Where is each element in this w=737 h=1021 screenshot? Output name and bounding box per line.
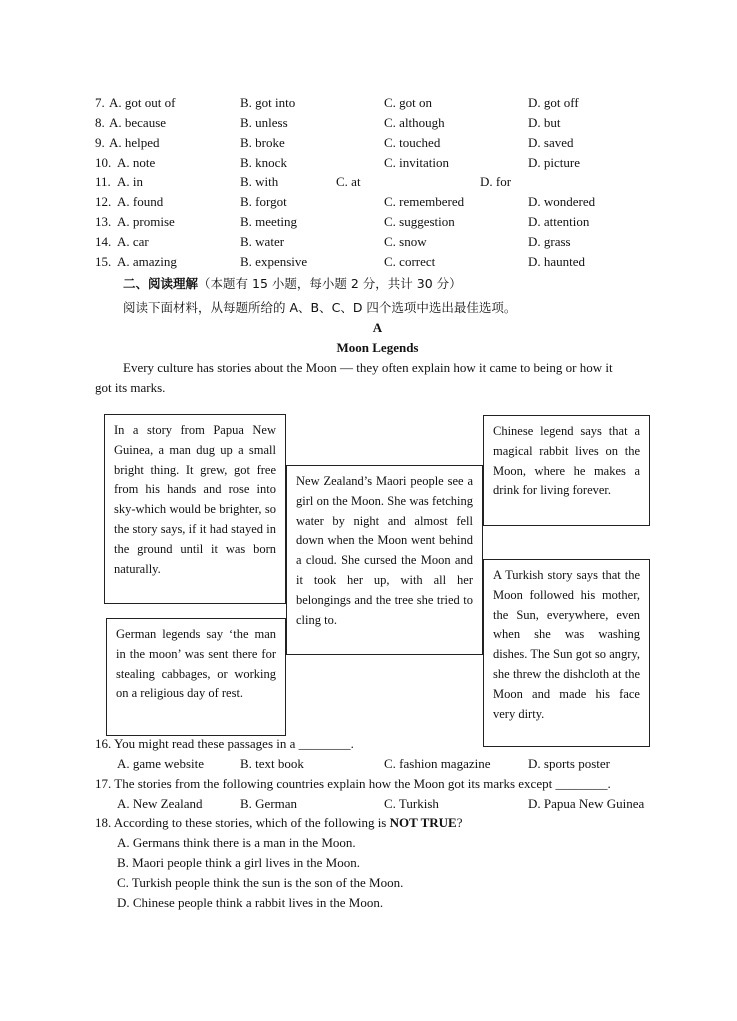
option-a: A. in: [117, 174, 143, 189]
question-number: 7.: [95, 95, 105, 110]
question-number: 10.: [95, 155, 112, 170]
option-a: A. helped: [109, 135, 160, 150]
option-c: C. although: [384, 115, 445, 130]
question-row-7: [0, 93, 737, 113]
option-b: B. German: [240, 796, 298, 811]
option-b: B. with: [240, 174, 279, 189]
option-c: C. suggestion: [384, 214, 455, 229]
legend-box-new-zealand: New Zealand’s Maori people see a girl on the Moon. She was fetching water by night and almost fell down when the Moon went behind a cloud. She cursed the Moon and it took her up, with all her belongings and the tree she tried to cling to.: [286, 465, 483, 655]
option-b: B. got into: [240, 95, 296, 110]
option-a: A. promise: [117, 214, 175, 229]
option-c: C. snow: [384, 234, 427, 249]
question-17-options: [0, 794, 737, 814]
option-b: B. water: [240, 234, 285, 249]
question-number: 11.: [95, 174, 111, 189]
question-row-15: [0, 252, 737, 272]
question-number: 13.: [95, 214, 112, 229]
option-c: C. touched: [384, 135, 441, 150]
question-17-stem: 17. The stories from the following countries explain how the Moon got its marks except ________.: [95, 776, 611, 791]
option-a: A. because: [109, 115, 167, 130]
option-b: B. broke: [240, 135, 285, 150]
question-18-option-c: C. Turkish people think the sun is the son of the Moon.: [117, 875, 404, 890]
question-18-stem-end: ?: [456, 815, 463, 830]
option-d: D. haunted: [528, 254, 586, 269]
question-number: 12.: [95, 194, 112, 209]
option-b: B. unless: [240, 115, 288, 130]
question-row-10: [0, 153, 737, 173]
option-d: D. sports poster: [528, 756, 610, 771]
question-18-option-b: B. Maori people think a girl lives in the Moon.: [117, 855, 360, 870]
option-d: D. for: [480, 174, 512, 189]
option-d: D. saved: [528, 135, 574, 150]
legend-box-turkish: A Turkish story says that the Moon followed his mother, the Sun, everywhere, even when she was washing dishes. The Sun got so angry, she threw the dishcloth at the Moon and made his face very dirty.: [483, 559, 650, 747]
option-a: A. note: [117, 155, 156, 170]
option-c: C. invitation: [384, 155, 449, 170]
option-a: A. game website: [117, 756, 205, 771]
question-16-options: [0, 754, 737, 774]
legend-box-papua-new-guinea: In a story from Papua New Guinea, a man dug up a small bright thing. It grew, got free from his hands and rose into sky-which would be brighter, so the story says, if it had stayed in the ground until it was born naturally.: [104, 414, 286, 604]
legend-box-chinese: Chinese legend says that a magical rabbit lives on the Moon, where he makes a drink for living forever.: [483, 415, 650, 526]
option-a: A. got out of: [109, 95, 176, 110]
option-a: A. car: [117, 234, 149, 249]
question-row-9: [0, 133, 737, 153]
section-heading-detail: （本题有 15 小题，每小题 2 分，共计 30 分）: [198, 276, 462, 291]
passage-intro-line2: got its marks.: [95, 380, 166, 395]
option-c: C. remembered: [384, 194, 465, 209]
question-18-emphasis: NOT TRUE: [389, 815, 457, 830]
question-number: 15.: [95, 254, 112, 269]
option-d: D. but: [528, 115, 561, 130]
question-row-13: [0, 212, 737, 232]
question-number: 14.: [95, 234, 112, 249]
passage-intro-line1: Every culture has stories about the Moon — they often explain how it came to being or how it: [123, 360, 613, 375]
option-b: B. meeting: [240, 214, 298, 229]
question-number: 8.: [95, 115, 105, 130]
question-row-11: [0, 172, 737, 192]
option-c: C. Turkish: [384, 796, 439, 811]
option-a: A. found: [117, 194, 164, 209]
question-18-option-d: D. Chinese people think a rabbit lives in the Moon.: [117, 895, 384, 910]
section-heading-title: 二、阅读理解: [123, 276, 199, 291]
option-c: C. correct: [384, 254, 436, 269]
passage-title: Moon Legends: [336, 340, 419, 355]
section-instruction: 阅读下面材料，从每题所给的 A、B、C、D 四个选项中选出最佳选项。: [123, 300, 517, 315]
question-16-stem: 16. You might read these passages in a ________.: [95, 736, 354, 751]
question-18-option-a: A. Germans think there is a man in the Moon.: [117, 835, 356, 850]
option-b: B. text book: [240, 756, 304, 771]
question-row-14: [0, 232, 737, 252]
option-b: B. forgot: [240, 194, 287, 209]
question-number: 9.: [95, 135, 105, 150]
section-heading: [123, 276, 462, 292]
passage-letter: A: [372, 320, 383, 335]
question-18-stem: [95, 815, 462, 831]
option-d: D. picture: [528, 155, 580, 170]
question-18-stem-text: 18. According to these stories, which of the following is: [95, 815, 390, 830]
option-d: D. grass: [528, 234, 571, 249]
option-c: C. got on: [384, 95, 433, 110]
option-d: D. got off: [528, 95, 579, 110]
option-d: D. wondered: [528, 194, 596, 209]
question-row-8: [0, 113, 737, 133]
option-b: B. expensive: [240, 254, 308, 269]
legend-box-german: German legends say ‘the man in the moon’ was sent there for stealing cabbages, or working on a religious day of rest.: [106, 618, 286, 736]
option-a: A. New Zealand: [117, 796, 203, 811]
option-b: B. knock: [240, 155, 287, 170]
option-a: A. amazing: [117, 254, 177, 269]
option-c: C. fashion magazine: [384, 756, 491, 771]
option-c: C. at: [336, 174, 361, 189]
option-d: D. attention: [528, 214, 590, 229]
option-d: D. Papua New Guinea: [528, 796, 645, 811]
question-row-12: [0, 192, 737, 212]
